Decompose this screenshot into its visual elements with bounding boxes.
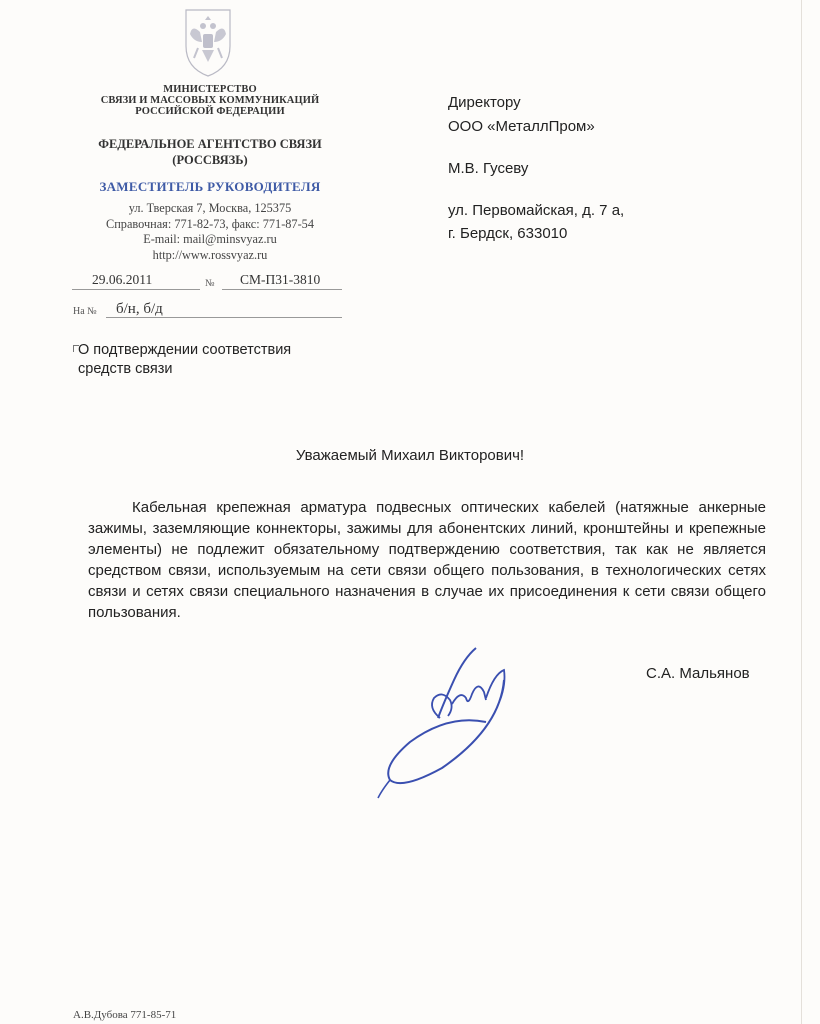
recipient-name: М.В. Гусеву: [448, 160, 529, 177]
recipient-city: г. Бердск, 633010: [448, 225, 568, 242]
handwritten-signature: [368, 640, 518, 800]
number-underline: [222, 289, 342, 290]
number-label: №: [205, 278, 215, 289]
letter-subject: [78, 341, 378, 379]
date-underline: [72, 289, 200, 290]
ministry-line-1: МИНИСТЕРСТВО: [163, 84, 257, 95]
recipient-company: ООО «МеталлПром»: [448, 118, 595, 135]
ministry-line-2: СВЯЗИ И МАССОВЫХ КОММУНИКАЦИЙ: [100, 95, 320, 106]
letter-date: 29.06.2011: [92, 272, 153, 287]
page-edge: [801, 0, 802, 1024]
subject-line-1: О подтверждении соответствия: [78, 342, 292, 358]
salutation: Уважаемый Михаил Викторович!: [295, 447, 525, 464]
subject-line-2: средств связи: [78, 361, 173, 377]
letter-body: Кабельная крепежная арматура подвесных оптических кабелей (натяжные анкерные зажимы, заземляющие коннекторы, зажимы для абонентских линий, кронштейны и крепежные элементы) не подлежит обязательному подтверждению соответствия, так как не является средством связи, используемым на сети связи общего пользования, в технологических сетях связи и сетях связи специального назначения в случае их присоединения к сети связи общего пользования.: [88, 499, 766, 621]
recipient-title: Директору: [448, 94, 521, 111]
sender-position: ЗАМЕСТИТЕЛЬ РУКОВОДИТЕЛЯ: [99, 179, 321, 194]
ministry-name: [60, 84, 360, 117]
executor-footer: А.В.Дубова 771-85-71: [73, 1009, 177, 1021]
sender-website: http://www.rossvyaz.ru: [152, 247, 268, 262]
sender-email: E-mail: mail@minsvyaz.ru: [143, 232, 277, 246]
ministry-line-3: РОССИЙСКОЙ ФЕДЕРАЦИИ: [135, 106, 285, 117]
agency-line-2: (РОССВЯЗЬ): [172, 153, 248, 167]
agency-line-1: ФЕДЕРАЛЬНОЕ АГЕНТСТВО СВЯЗИ: [98, 137, 322, 151]
reference-label: На №: [73, 306, 97, 317]
sender-contacts: [60, 201, 360, 263]
reference-value: б/н, б/д: [116, 301, 163, 317]
agency-name: [60, 136, 360, 168]
letter-number: СМ-П31-3810: [240, 272, 321, 287]
sender-address: ул. Тверская 7, Москва, 125375: [128, 201, 292, 215]
recipient-street: ул. Первомайская, д. 7 а,: [448, 202, 625, 219]
signer-name: С.А. Мальянов: [646, 665, 750, 682]
coat-of-arms-emblem: [178, 6, 238, 78]
sender-phones: Справочная: 771-82-73, факс: 771-87-54: [106, 216, 314, 231]
reference-underline: [106, 317, 342, 318]
